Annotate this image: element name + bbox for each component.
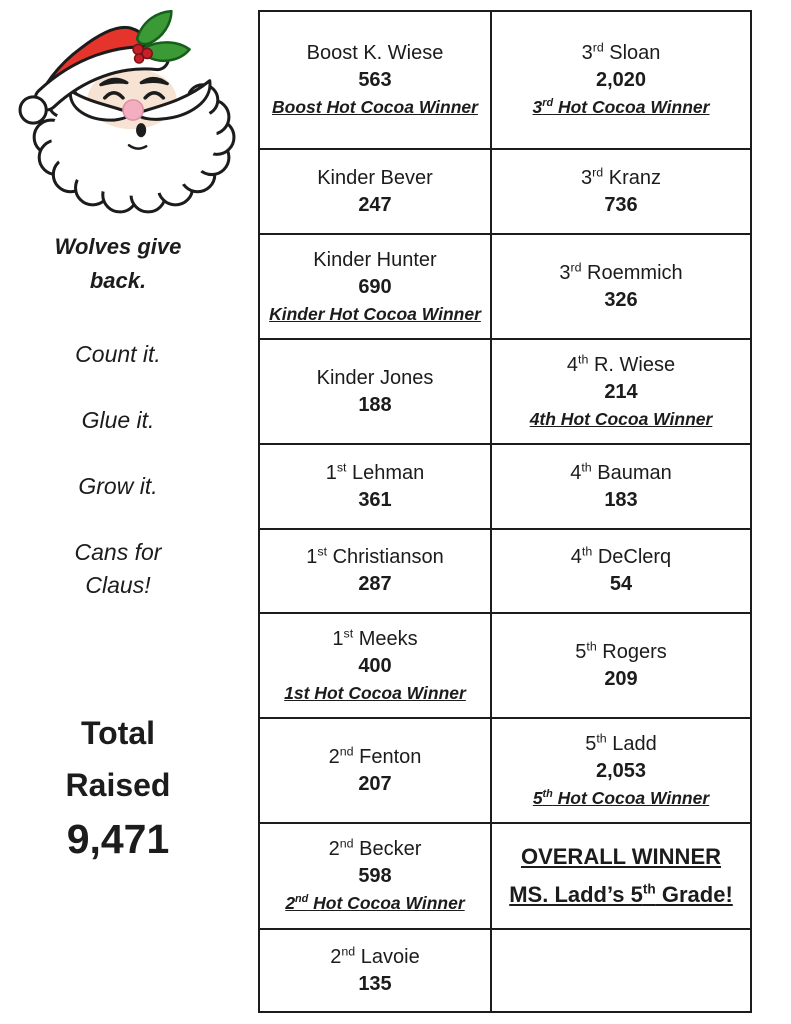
table-row (259, 234, 751, 339)
class-name (264, 836, 486, 863)
ordinal: 1 (325, 461, 337, 484)
teacher-name: Rogers (596, 640, 667, 663)
ordinal: 3 (559, 261, 571, 284)
ordinal: 2 (328, 838, 340, 860)
ordinal: 5 (532, 787, 543, 808)
amount: 2,020 (595, 69, 647, 91)
class-name (496, 165, 746, 192)
teacher-name: Kranz (603, 166, 661, 189)
hot-cocoa-winner-label: Boost Hot Cocoa Winner (272, 97, 478, 117)
teacher-name: DeClerq (592, 546, 672, 568)
hot-cocoa-winner-label: 4th Hot Cocoa Winner (529, 408, 713, 429)
table-row (259, 11, 751, 149)
total-label-line1: Total (80, 715, 156, 751)
teacher-name: Ladd (606, 732, 657, 755)
class-name (496, 460, 746, 487)
ordinal-suffix: th (581, 544, 593, 559)
cell-5th-rogers (491, 613, 751, 718)
amount: 214 (604, 380, 638, 403)
grade-text-rest: Grade! (655, 882, 733, 907)
teacher-name: Bauman (591, 461, 672, 484)
cell-2nd-becker (259, 823, 491, 929)
ordinal: 3 (581, 166, 593, 189)
cell-4th-declerq (491, 529, 751, 613)
ordinal-suffix: th (596, 730, 607, 745)
amount: 207 (358, 772, 392, 795)
amount: 690 (358, 275, 392, 298)
amount: 2,053 (595, 759, 647, 782)
table-row (259, 929, 751, 1012)
table-row (259, 149, 751, 234)
hot-cocoa-winner-label (496, 94, 746, 120)
class-name (264, 460, 486, 487)
cell-2nd-fenton (259, 718, 491, 823)
teacher-name: Lehman (346, 461, 425, 484)
amount: 736 (604, 193, 638, 216)
teacher-name: Sloan (603, 42, 661, 64)
table-row (259, 718, 751, 823)
cell-4th-r-wiese (491, 339, 751, 444)
cell-boost-k-wiese (259, 11, 491, 149)
cell-3rd-roemmich (491, 234, 751, 339)
motto-grow-it: Grow it. (78, 473, 158, 499)
ordinal: 5 (585, 732, 597, 755)
ordinal: 4 (566, 353, 579, 376)
teacher-name: Lavoie (355, 945, 420, 968)
amount: 247 (358, 193, 392, 216)
cell-1st-meeks (259, 613, 491, 718)
ordinal: 3 (581, 42, 593, 64)
ordinal-suffix: rd (592, 40, 604, 55)
teacher-name: Roemmich (581, 261, 683, 284)
cell-3rd-kranz (491, 149, 751, 234)
motto-cans-for-claus: Cans for Claus! (74, 539, 162, 598)
ordinal-suffix: rd (592, 164, 604, 179)
hot-cocoa-winner-label (496, 785, 746, 811)
class-name (496, 731, 746, 758)
amount: 563 (358, 69, 392, 91)
class-name (264, 40, 486, 67)
teacher-name: Fenton (353, 745, 422, 768)
overall-winner-title: OVERALL WINNER (520, 844, 722, 869)
ordinal: 5 (575, 640, 587, 663)
winner-text: Hot Cocoa Winner (308, 893, 465, 913)
ordinal-suffix: th (581, 459, 592, 474)
table-row (259, 339, 751, 444)
teacher-name: R. Wiese (588, 353, 676, 376)
cell-3rd-sloan (491, 11, 751, 149)
ordinal-suffix: th (578, 351, 589, 366)
cell-kinder-jones (259, 339, 491, 444)
ordinal-suffix: nd (341, 943, 356, 958)
class-name (496, 352, 746, 379)
tagline: Wolves give back. (54, 234, 182, 293)
teacher-name: Kinder Jones (316, 366, 434, 389)
amount: 54 (609, 573, 633, 595)
ordinal-suffix: rd (542, 97, 554, 110)
ordinal-suffix: st (343, 625, 354, 640)
winner-text: Hot Cocoa Winner (552, 787, 710, 808)
table-row (259, 613, 751, 718)
ordinal-suffix: th (642, 881, 656, 897)
ordinal: 2 (330, 945, 342, 968)
class-name (496, 260, 746, 287)
table-row (259, 529, 751, 613)
cell-kinder-bever (259, 149, 491, 234)
teacher-name: Boost K. Wiese (306, 42, 444, 64)
motto-glue-it: Glue it. (81, 407, 155, 433)
hot-cocoa-winner-label: 1st Hot Cocoa Winner (284, 682, 466, 703)
ordinal-suffix: nd (295, 893, 309, 906)
cell-1st-christianson (259, 529, 491, 613)
cell-5th-ladd (491, 718, 751, 823)
teacher-name: Kinder Bever (317, 166, 433, 189)
class-name (264, 247, 486, 274)
ordinal-suffix: th (542, 787, 553, 800)
ordinal: 3 (532, 97, 543, 117)
hot-cocoa-winner-label (264, 890, 486, 916)
amount: 598 (358, 865, 392, 887)
amount: 400 (358, 654, 392, 677)
cell-2nd-lavoie (259, 929, 491, 1012)
amount: 287 (358, 573, 392, 595)
ordinal: 4 (570, 461, 582, 484)
class-name (264, 165, 486, 192)
class-name (264, 544, 486, 571)
ordinal-suffix: nd (339, 743, 354, 758)
ordinal-suffix: st (336, 459, 347, 474)
total-raised-block (18, 707, 218, 867)
ordinal: 1 (332, 627, 344, 650)
ordinal-suffix: rd (570, 259, 582, 274)
overall-winner-grade (496, 876, 746, 914)
cell-4th-bauman (491, 444, 751, 529)
ordinal: 2 (285, 893, 296, 913)
winner-text: Hot Cocoa Winner (553, 97, 710, 117)
table-row (259, 444, 751, 529)
ordinal: 4 (570, 546, 582, 568)
amount: 188 (358, 393, 392, 416)
hot-cocoa-winner-label: Kinder Hot Cocoa Winner (269, 303, 481, 324)
ordinal: 1 (306, 546, 318, 568)
ordinal: 2 (328, 745, 340, 768)
teacher-name: Becker (353, 838, 422, 860)
cell-overall-winner (491, 823, 751, 929)
total-raised-value: 9,471 (66, 816, 170, 862)
teacher-name: Kinder Hunter (313, 248, 437, 271)
cell-1st-lehman (259, 444, 491, 529)
total-label-line2: Raised (65, 767, 171, 803)
class-name (496, 544, 746, 571)
teacher-name: Meeks (353, 627, 418, 650)
ordinal-suffix: st (317, 544, 328, 559)
amount: 209 (604, 667, 638, 690)
class-name (264, 365, 486, 392)
class-name (496, 639, 746, 666)
cell-empty (491, 929, 751, 1012)
santa-claus-image (18, 6, 238, 218)
class-name (264, 626, 486, 653)
amount: 183 (604, 488, 638, 511)
class-name (496, 40, 746, 67)
amount: 135 (358, 972, 392, 995)
amount: 361 (358, 488, 392, 511)
ordinal-suffix: th (586, 638, 597, 653)
teacher-name: Christianson (327, 546, 444, 568)
amount: 326 (604, 288, 638, 311)
motto-count-it: Count it. (75, 341, 161, 367)
class-name (264, 744, 486, 771)
class-name (264, 944, 486, 971)
table-row (259, 823, 751, 929)
ordinal-suffix: nd (339, 836, 354, 851)
cell-kinder-hunter (259, 234, 491, 339)
results-table (258, 10, 752, 1013)
grade-text: MS. Ladd’s 5 (509, 882, 643, 907)
